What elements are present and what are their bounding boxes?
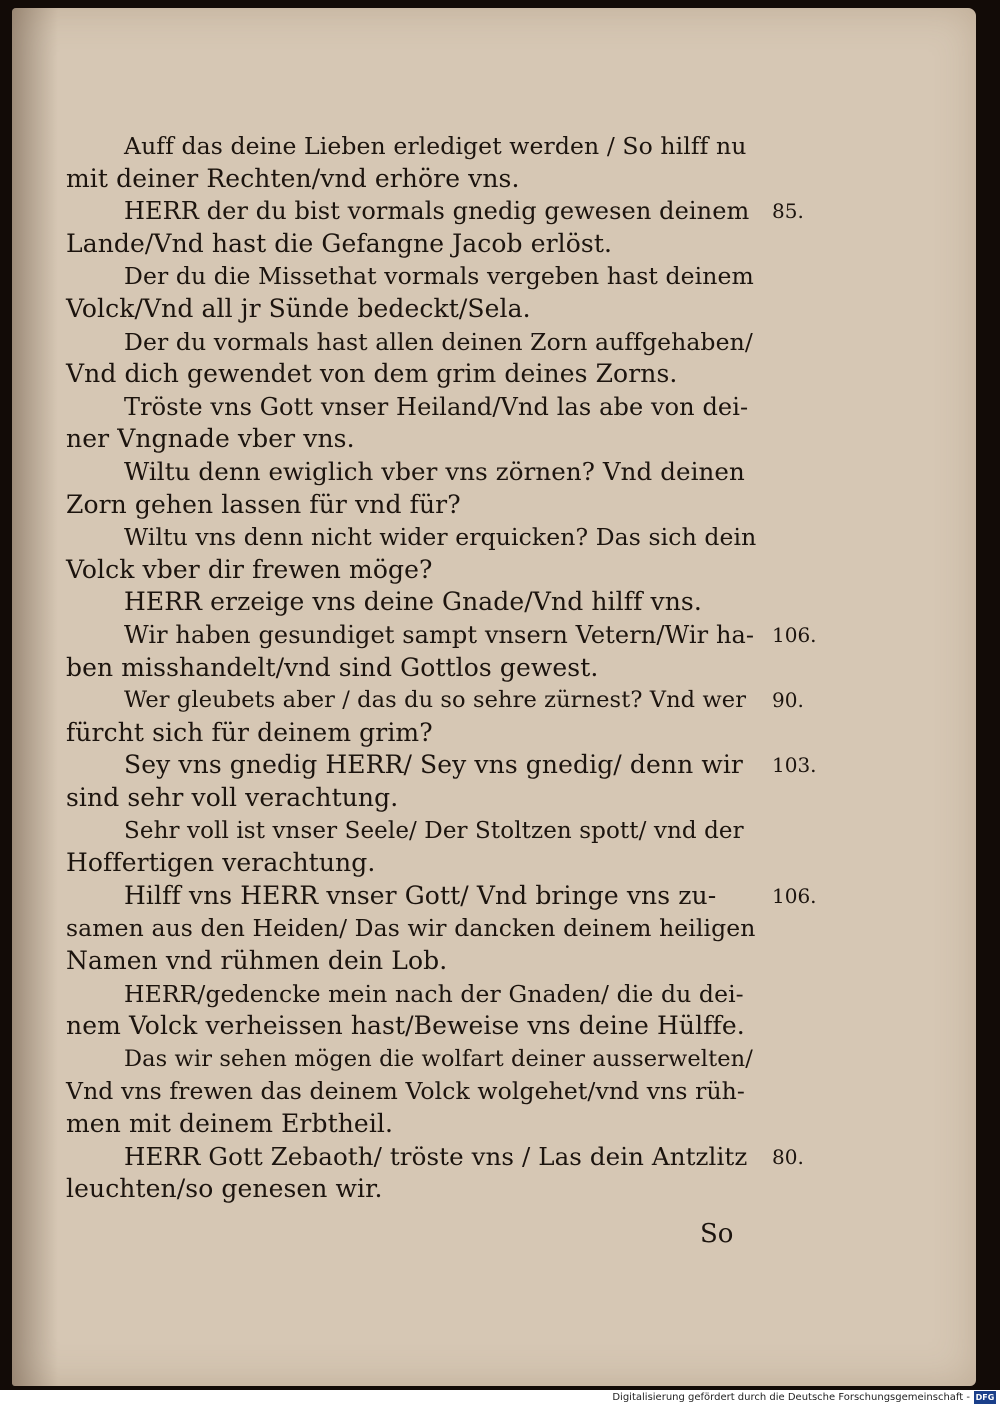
margin-reference: 106. bbox=[772, 623, 817, 647]
text-line: Wir haben gesundiget sampt vnsern Vetern/Wir ha- bbox=[124, 621, 755, 649]
text-line: Wiltu vns denn nicht wider erquicken? Das sich dein bbox=[124, 523, 757, 552]
text-line: Sey vns gnedig HERR/ Sey vns gnedig/ denn wir bbox=[124, 750, 743, 780]
margin-reference: 85. bbox=[772, 199, 804, 224]
text-line: Vnd vns frewen das deinem Volck wolgehet/vnd vns rüh- bbox=[66, 1077, 745, 1106]
text-line: Tröste vns Gott vnser Heiland/Vnd las abe von dei- bbox=[124, 392, 749, 421]
text-line: Volck vber dir frewen möge? bbox=[66, 554, 433, 584]
margin-reference: 90. bbox=[772, 688, 804, 713]
text-line: Hilff vns HERR vnser Gott/ Vnd bringe vns zu- bbox=[124, 880, 717, 910]
text-line: Der du vormals hast allen deinen Zorn auffgehaben/ bbox=[124, 327, 753, 356]
text-line: Auff das deine Lieben erlediget werden / So hilff nu bbox=[124, 132, 747, 160]
footer-bar bbox=[0, 1390, 1000, 1409]
text-line: Zorn gehen lassen für vnd für? bbox=[66, 489, 461, 519]
margin-reference: 103. bbox=[772, 753, 817, 778]
text-line: HERR/gedencke mein nach der Gnaden/ die du dei- bbox=[124, 979, 744, 1008]
text-line: Wiltu denn ewiglich vber vns zörnen? Vnd deinen bbox=[124, 457, 745, 486]
text-line: Namen vnd rühmen dein Lob. bbox=[66, 946, 448, 975]
text-line: mit deiner Rechten/vnd erhöre vns. bbox=[66, 163, 520, 193]
text-line: fürcht sich für deinem grim? bbox=[66, 717, 433, 747]
dfg-logo: DFG bbox=[975, 1393, 995, 1402]
text-line: HERR Gott Zebaoth/ tröste vns / Las dein Antzlitz bbox=[124, 1141, 748, 1171]
text-line: Lande/Vnd hast die Gefangne Jacob erlöst. bbox=[66, 228, 613, 258]
text-line: sind sehr voll verachtung. bbox=[66, 783, 399, 812]
text-line: Der du die Missethat vormals vergeben hast deinem bbox=[124, 262, 754, 291]
text-line: samen aus den Heiden/ Das wir dancken deinem heiligen bbox=[66, 914, 756, 943]
text-line: ner Vngnade vber vns. bbox=[66, 424, 355, 454]
text-line: Sehr voll ist vnser Seele/ Der Stoltzen spott/ vnd der bbox=[124, 817, 744, 844]
text-line: ben misshandelt/vnd sind Gottlos gewest. bbox=[66, 652, 599, 682]
text-line: Das wir sehen mögen die wolfart deiner ausserwelten/ bbox=[124, 1045, 753, 1072]
text-line: Volck/Vnd all jr Sünde bedeckt/Sela. bbox=[66, 294, 531, 323]
paper-sheet bbox=[12, 8, 976, 1386]
text-line: Hoffertigen verachtung. bbox=[66, 848, 376, 878]
text-line: leuchten/so genesen wir. bbox=[66, 1174, 383, 1204]
footer-credit: Digitalisierung gefördert durch die Deutsche Forschungsgemeinschaft - bbox=[612, 1392, 970, 1403]
text-line: Vnd dich gewendet von dem grim deines Zorns. bbox=[66, 359, 678, 389]
text-line: HERR der du bist vormals gnedig gewesen deinem bbox=[124, 197, 750, 226]
margin-reference: 106. bbox=[772, 883, 817, 908]
catchword: So bbox=[700, 1219, 734, 1249]
text-line: nem Volck verheissen hast/Beweise vns deine Hülffe. bbox=[66, 1011, 745, 1041]
text-line: men mit deinem Erbtheil. bbox=[66, 1109, 394, 1138]
text-line: HERR erzeige vns deine Gnade/Vnd hilff vns. bbox=[124, 587, 702, 617]
margin-reference: 80. bbox=[772, 1144, 804, 1169]
text-line: Wer gleubets aber / das du so sehre zürnest? Vnd wer bbox=[124, 687, 747, 714]
